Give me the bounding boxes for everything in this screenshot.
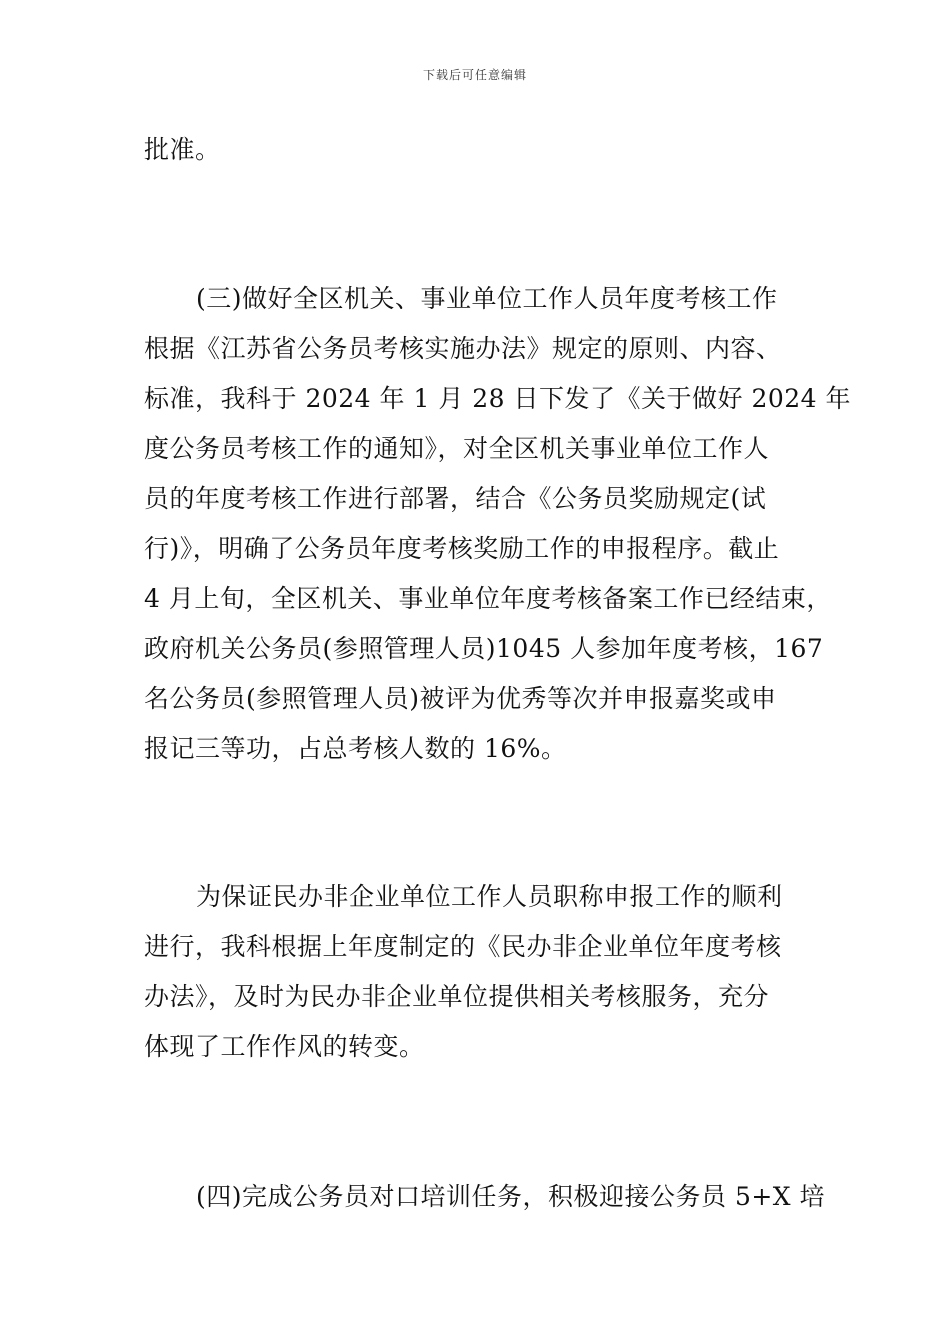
text-line: 办法》，及时为民办非企业单位提供相关考核服务，充分 — [144, 982, 770, 1011]
text-line: 员的年度考核工作进行部署，结合《公务员奖励规定(试 — [144, 484, 767, 513]
paragraph-first-line: 为保证民办非企业单位工作人员职称申报工作的顺利 — [196, 882, 783, 911]
text-line: 报记三等功，占总考核人数的 16%。 — [144, 734, 567, 763]
text-line: 4 月上旬，全区机关、事业单位年度考核备案工作已经结束， — [144, 584, 832, 613]
text-line: 度公务员考核工作的通知》，对全区机关事业单位工作人 — [144, 434, 770, 463]
download-note: 下载后可任意编辑 — [422, 68, 527, 82]
text-line: 进行，我科根据上年度制定的《民办非企业单位年度考核 — [144, 932, 782, 961]
text-line: 标准，我科于 2024 年 1 月 28 日下发了《关于做好 2024 年 — [144, 384, 852, 413]
section-heading-line: (三)做好全区机关、事业单位工作人员年度考核工作 — [196, 284, 778, 313]
text-line: 名公务员(参照管理人员)被评为优秀等次并申报嘉奖或申 — [144, 684, 777, 713]
text-line: 体现了工作作风的转变。 — [144, 1032, 425, 1061]
text-line: 行)》，明确了公务员年度考核奖励工作的申报程序。截止 — [144, 534, 780, 563]
text-line: 政府机关公务员(参照管理人员)1045 人参加年度考核，167 — [144, 634, 824, 663]
text-line: 批准。 — [144, 135, 221, 164]
section-heading-line: (四)完成公务员对口培训任务，积极迎接公务员 5+X 培 — [196, 1182, 826, 1211]
text-line: 根据《江苏省公务员考核实施办法》规定的原则、内容、 — [144, 334, 782, 363]
